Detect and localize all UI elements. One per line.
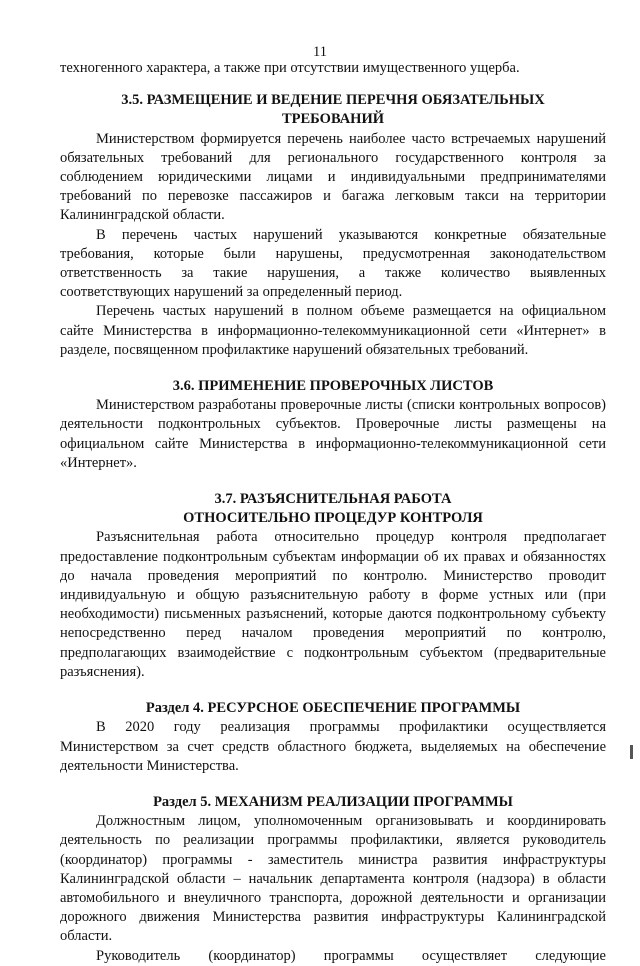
section-3-7-paragraph-1: Разъяснительная работа относительно процедур контроля предполагает предоставление подконтрольным субъектам информации об их правах и обязанностях до начала проведения мероприятий по контролю. Министерство проводит индивидуальную и общую разъяснительную работу в форме устных или (при необходимости) письменных разъяснений, которые даются подконтрольному субъекту непосредственно перед началом проведения мероприятий по контролю, предполагающих взаимодействие с подконтрольным субъектом (предварительные разъяснения). bbox=[60, 529, 606, 680]
section-3-6-paragraph-1: Министерством разработаны проверочные листы (списки контрольных вопросов) деятельности подконтрольных субъектов. Проверочные листы размещены на официальном сайте Министерства в информационно-телекоммуникационной сети «Интернет». bbox=[60, 397, 606, 471]
section-4-paragraph-1: В 2020 году реализация программы профилактики осуществляется Министерством за счет средств областного бюджета, выделяемых на обеспечение деятельности Министерства. bbox=[60, 719, 606, 774]
section-5-paragraph-1: Должностным лицом, уполномоченным организовывать и координировать деятельность по реализации программы профилактики, является руководитель (координатор) программы - заместитель министра развития инфраструктуры Калининградской области – начальник департамента контроля (надзора) в области автомобильного и внеуличного транспорта, дорожной деятельности и организации дорожного движения Министерства развития инфраструктуры Калининградской области. bbox=[60, 813, 606, 945]
section-3-7-title-line1: 3.7. РАЗЪЯСНИТЕЛЬНАЯ РАБОТА bbox=[214, 491, 452, 508]
section-3-5-paragraph-1: Министерством формируется перечень наиболее часто встречаемых нарушений обязательных требований для регионального государственного контроля за соблюдением юридическими лицами и индивидуальными предпринимателями требований по перевозке пассажиров и багажа легковым такси на территории Калининградской области. bbox=[60, 130, 606, 224]
scan-edge-mark bbox=[630, 745, 633, 759]
section-3-5-title-line1: 3.5. РАЗМЕЩЕНИЕ И ВЕДЕНИЕ ПЕРЕЧНЯ ОБЯЗАТЕЛЬНЫХ bbox=[121, 92, 545, 109]
page-content bbox=[60, 59, 606, 966]
section-3-6-title: 3.6. ПРИМЕНЕНИЕ ПРОВЕРОЧНЫХ ЛИСТОВ bbox=[172, 378, 494, 395]
section-5-title: Раздел 5. МЕХАНИЗМ РЕАЛИЗАЦИИ ПРОГРАММЫ bbox=[153, 793, 513, 810]
section-3-5-title-line2: ТРЕБОВАНИЙ bbox=[281, 111, 385, 128]
section-4-title: Раздел 4. РЕСУРСНОЕ ОБЕСПЕЧЕНИЕ ПРОГРАММЫ bbox=[145, 700, 521, 717]
section-3-5-paragraph-3: Перечень частых нарушений в полном объеме размещается на официальном сайте Министерства в информационно-телекоммуникационной сети «Интернет» в разделе, посвященном профилактике нарушений обязательных требований. bbox=[60, 303, 606, 358]
page-number: 11 bbox=[313, 44, 327, 60]
section-3-7-title-line2: ОТНОСИТЕЛЬНО ПРОЦЕДУР КОНТРОЛЯ bbox=[183, 510, 483, 527]
section-3-5-paragraph-2: В перечень частых нарушений указываются конкретные обязательные требования, которые были нарушены, предусмотренная законодательством ответственность за такие нарушения, а также количество выявленных соответствующих нарушений за определенный период. bbox=[60, 226, 606, 301]
intro-text: техногенного характера, а также при отсутствии имущественного ущерба. bbox=[60, 60, 520, 76]
section-5-paragraph-2: Руководитель (координатор) программы осуществляет следующие bbox=[96, 947, 606, 964]
